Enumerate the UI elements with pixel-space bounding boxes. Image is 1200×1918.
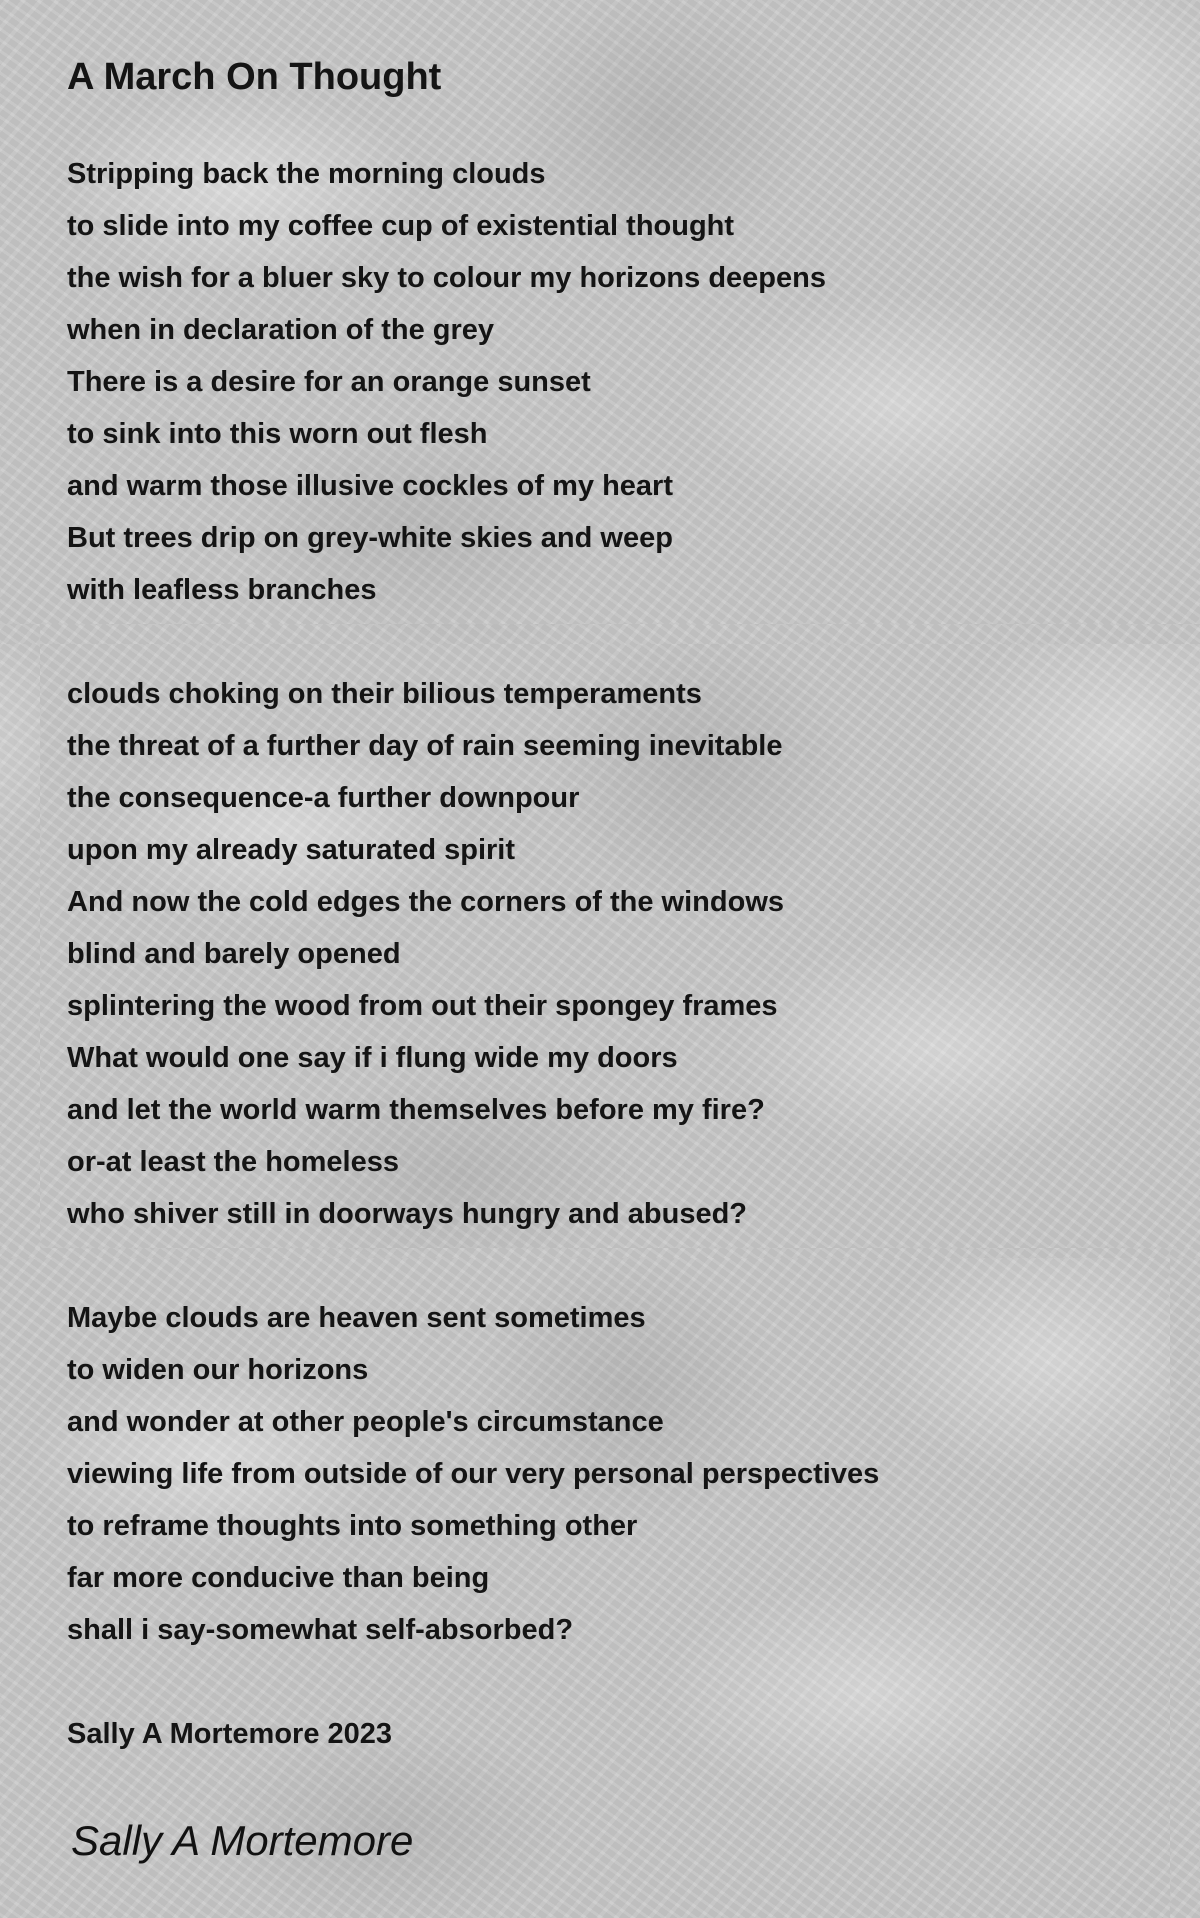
poem-line: to widen our horizons: [67, 1354, 369, 1386]
poem-line: to reframe thoughts into something other: [67, 1510, 638, 1542]
poem-line: clouds choking on their bilious temperaments: [67, 678, 702, 710]
poem-line: the consequence-a further downpour: [67, 782, 580, 814]
poem-line: the threat of a further day of rain seeming inevitable: [67, 730, 783, 762]
poem-line: and warm those illusive cockles of my heart: [67, 470, 673, 502]
poem-line: the wish for a bluer sky to colour my horizons deepens: [67, 262, 826, 294]
poem-line: and let the world warm themselves before my fire?: [67, 1094, 765, 1126]
poem-credit: Sally A Mortemore 2023: [67, 1718, 393, 1750]
poem-line: who shiver still in doorways hungry and abused?: [67, 1198, 747, 1230]
poem-line: What would one say if i flung wide my doors: [67, 1042, 678, 1074]
poem-line: shall i say-somewhat self-absorbed?: [67, 1614, 574, 1646]
poem-line: to slide into my coffee cup of existential thought: [67, 210, 735, 242]
poem-line: Stripping back the morning clouds: [67, 158, 546, 190]
poem-line: There is a desire for an orange sunset: [67, 366, 591, 398]
poem-line: blind and barely opened: [67, 938, 401, 970]
poem-line: far more conducive than being: [67, 1562, 490, 1594]
stanza-1: [67, 148, 826, 616]
poem-line: to sink into this worn out flesh: [67, 418, 488, 450]
stanza-3: [67, 1292, 879, 1656]
poem-line: with leafless branches: [67, 574, 377, 606]
poem-line: or-at least the homeless: [67, 1146, 399, 1178]
poem-line: splintering the wood from out their spongey frames: [67, 990, 778, 1022]
stanza-2: [67, 668, 784, 1240]
poem-line: and wonder at other people's circumstance: [67, 1406, 664, 1438]
author-signature: Sally A Mortemore: [71, 1817, 414, 1864]
poem-title: A March On Thought: [67, 56, 442, 98]
poem-line: Maybe clouds are heaven sent sometimes: [67, 1302, 646, 1334]
poem-line: And now the cold edges the corners of the windows: [67, 886, 784, 918]
poem-line: But trees drip on grey-white skies and weep: [67, 522, 673, 554]
poem-line: upon my already saturated spirit: [67, 834, 516, 866]
poem-line: viewing life from outside of our very personal perspectives: [67, 1458, 880, 1490]
poem-line: when in declaration of the grey: [67, 314, 495, 346]
